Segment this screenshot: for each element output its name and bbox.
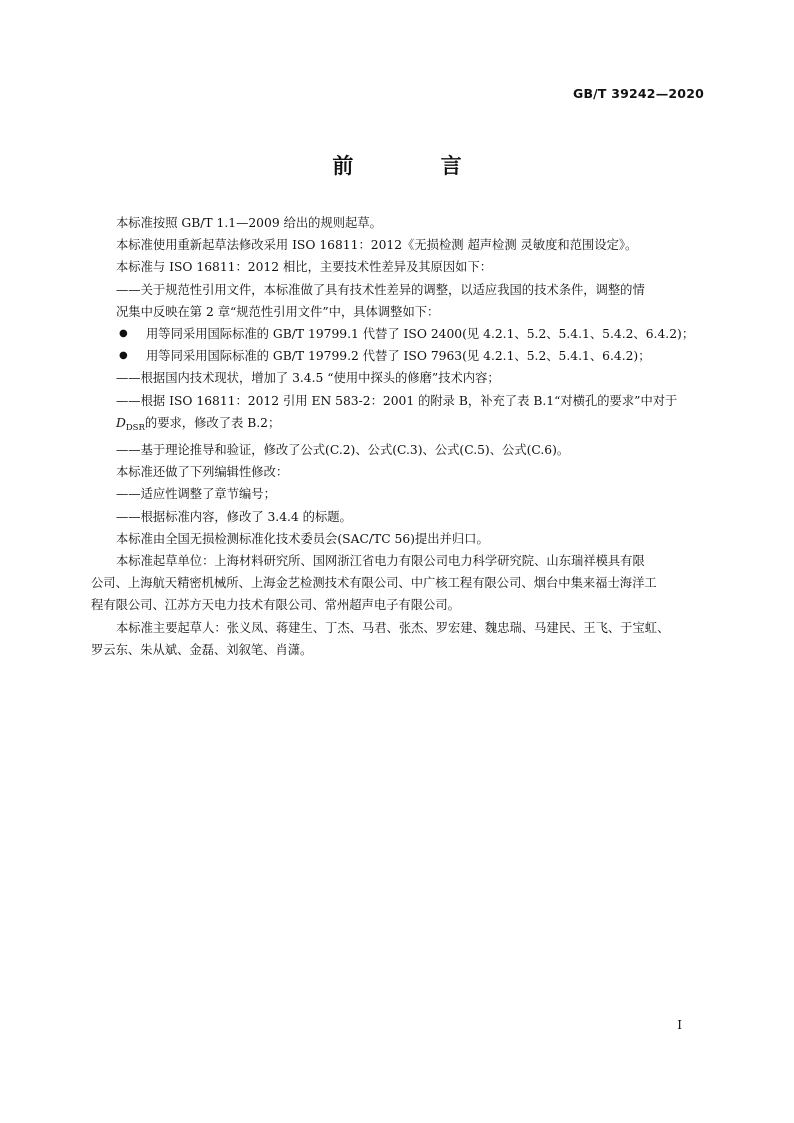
dash-item-annex-b-tail: 的要求，修改了表 B.2； [144,415,281,430]
dash-item-probe-refacing: ——根据国内技术现状，增加了 3.4.5 “使用中探头的修磨”技术内容； [116,371,500,386]
paragraph-adoption: 本标准使用重新起草法修改采用 ISO 16811：2012《无损检测 超声检测 灵敏度和范围设定》。 [116,238,638,253]
standard-id: GB/T 39242—2020 [572,86,704,101]
dash-item-annex-b: ——根据 ISO 16811：2012 引用 EN 583-2：2001 的附录 B，补充了表 B.1“对横孔的要求”中对于 [116,393,678,408]
page-title: 前 言 [332,154,502,178]
paragraph-drafting-units: 本标准起草单位：上海材料研究所、国网浙江省电力有限公司电力科学研究院、山东瑞祥模具有限 [116,554,645,569]
bullet-item [91,323,705,345]
dash-item-numbering: ——适应性调整了章节编号； [116,487,276,502]
paragraph-drafting-units-cont: 公司、上海航天精密机械所、上海金艺检测技术有限公司、中广核工程有限公司、烟台中集来福士海洋工 [91,576,657,591]
bullet-icon: ● [119,350,128,362]
bullet-item-text: 用等同采用国际标准的 GB/T 19799.2 代替了 ISO 7963(见 4.2.1、5.2、5.4.1、6.4.2)； [146,349,651,364]
paragraph-drafting-units-cont: 程有限公司、江苏方天电力技术有限公司、常州超声电子有限公司。 [91,598,460,613]
dash-item-title-change: ——根据标准内容，修改了 3.4.4 的标题。 [116,509,352,524]
paragraph-proposer: 本标准由全国无损检测标准化技术委员会(SAC/TC 56)提出并归口。 [116,531,489,546]
foreword-body [91,212,705,661]
paragraph-drafters-cont: 罗云东、朱从斌、金磊、刘叙笔、肖潇。 [91,642,313,657]
paragraph-editorial-intro: 本标准还做了下列编辑性修改： [116,465,289,480]
bullet-icon: ● [119,328,128,340]
dash-item-normative-refs-cont: 况集中反映在第 2 章“规范性引用文件”中，具体调整如下： [116,304,440,319]
bullet-item-text: 用等同采用国际标准的 GB/T 19799.1 代替了 ISO 2400(见 4.2.1、5.2、5.4.1、5.4.2、6.4.2)； [146,327,695,342]
symbol-subscript: DSR [125,422,145,433]
paragraph-differences-intro: 本标准与 ISO 16811：2012 相比，主要技术性差异及其原因如下： [116,260,493,275]
paragraph-drafters: 本标准主要起草人：张义凤、蒋建生、丁杰、马君、张杰、罗宏建、魏忠瑞、马建民、王飞、于宝虹、 [116,620,670,635]
symbol-d: D [116,415,126,430]
paragraph-drafting-rules: 本标准按照 GB/T 1.1—2009 给出的规则起草。 [116,216,382,230]
dash-item-annex-b-cont [91,412,705,439]
dash-item-normative-refs: ——关于规范性引用文件，本标准做了具有技术性差异的调整，以适应我国的技术条件，调整的情 [116,282,645,297]
page-number: I [677,1018,682,1032]
dash-item-formulas: ——基于理论推导和验证，修改了公式(C.2)、公式(C.3)、公式(C.5)、公式(C.6)。 [116,443,570,458]
bullet-item [91,345,705,367]
